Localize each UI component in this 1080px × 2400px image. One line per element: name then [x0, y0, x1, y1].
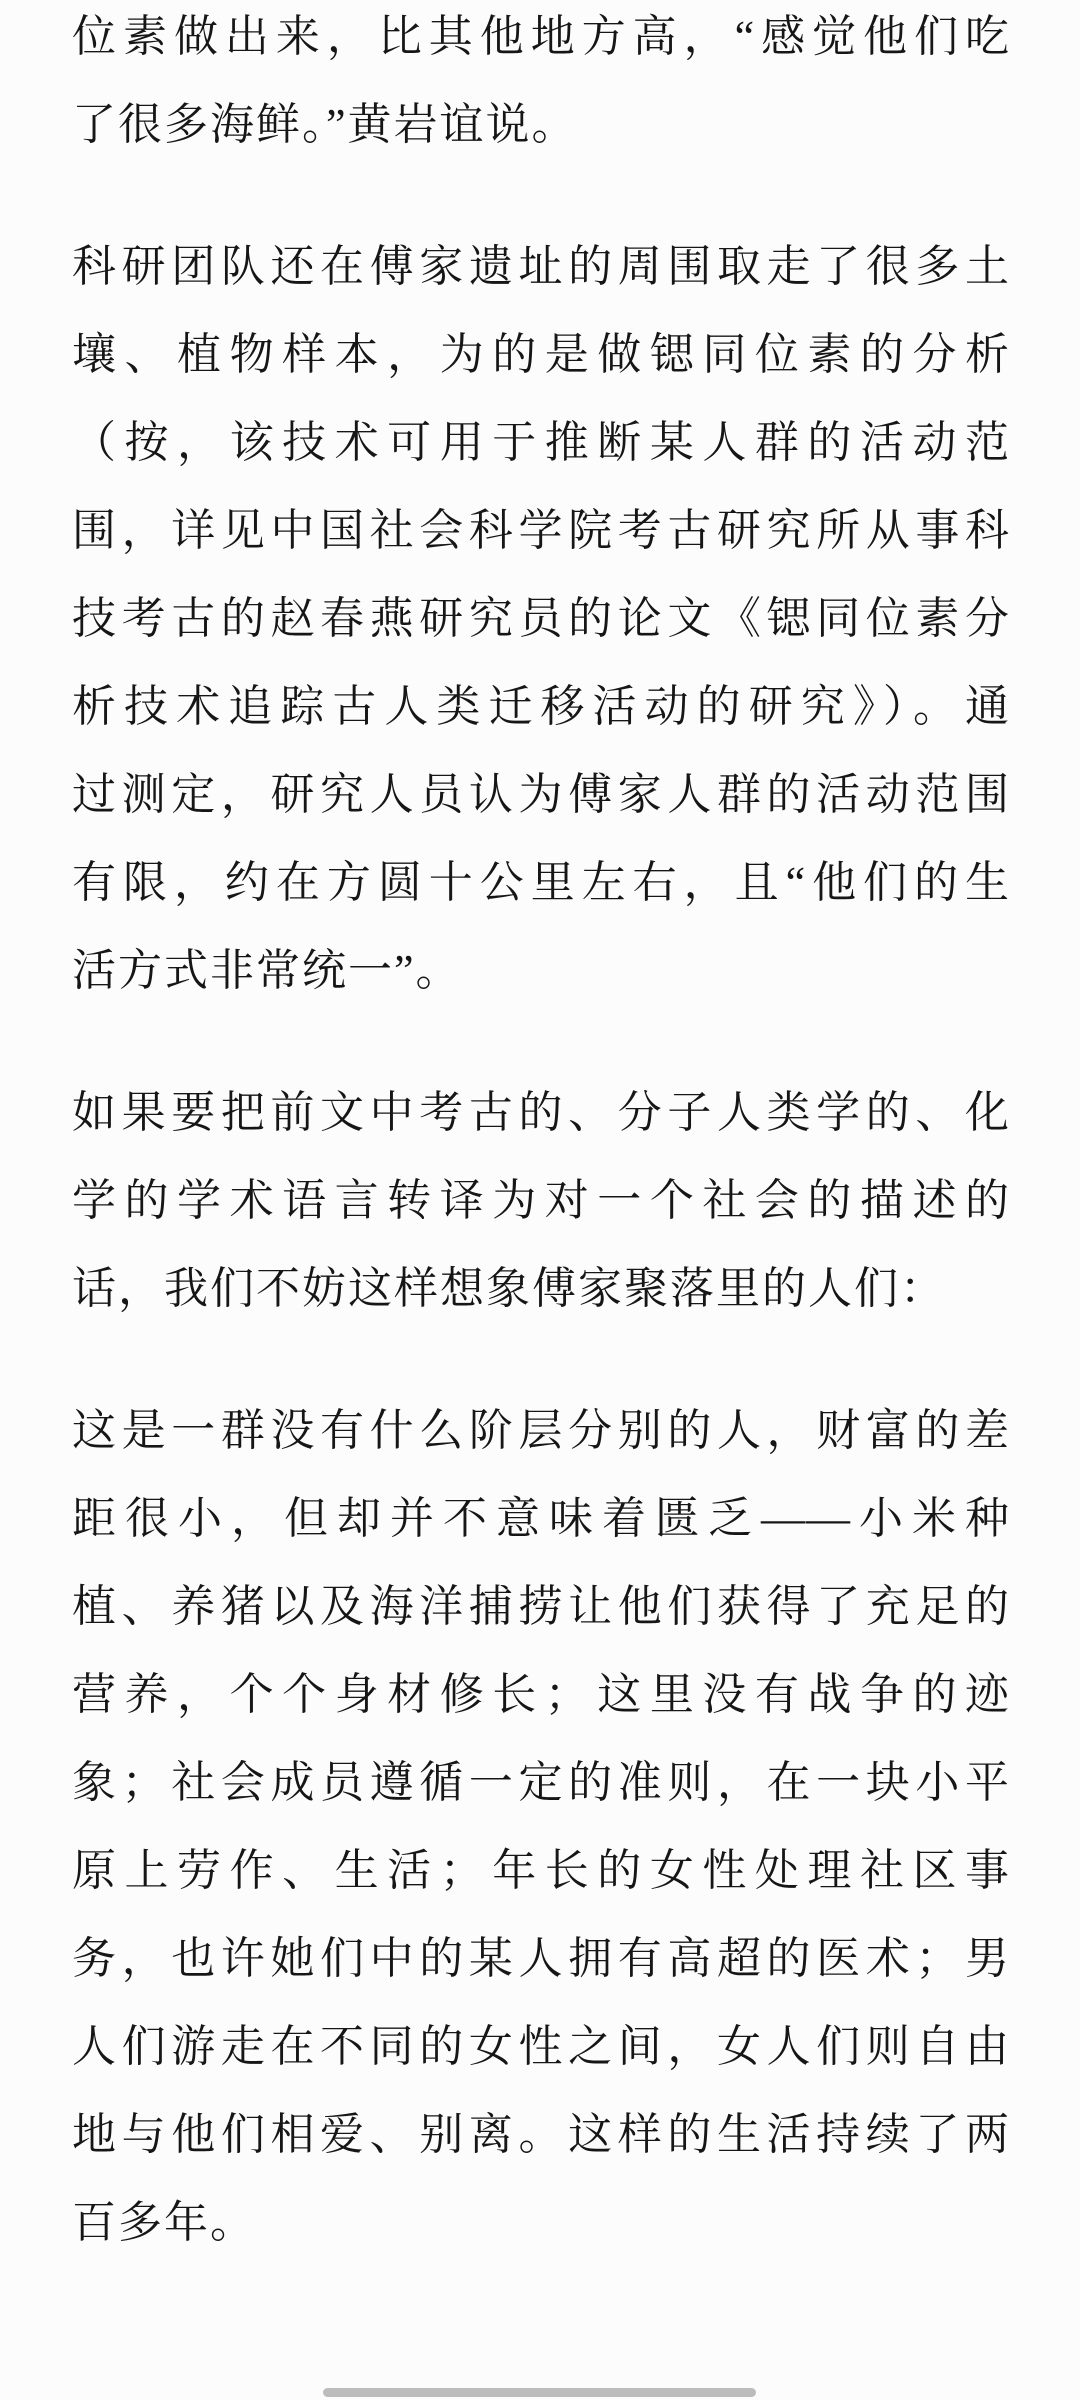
- text-line: 这是一群没有什么阶层分别的人，财富的差: [72, 1406, 1010, 1455]
- text-line: 围，详见中国社会科学院考古研究所从事科: [72, 506, 1010, 555]
- text-line: 距很小，但却并不意味着匮乏——小米种: [72, 1494, 1010, 1543]
- text-line: （按，该技术可用于推断某人群的活动范: [72, 418, 1010, 467]
- text-line: 技考古的赵春燕研究员的论文《锶同位素分: [72, 594, 1010, 643]
- text-line: 学的学术语言转译为对一个社会的描述的: [72, 1176, 1010, 1225]
- text-line: 人们游走在不同的女性之间，女人们则自由: [72, 2022, 1010, 2071]
- text-line: 过测定，研究人员认为傅家人群的活动范围: [72, 770, 1010, 819]
- paragraph: [72, 1387, 1010, 2267]
- text-line: 如果要把前文中考古的、分子人类学的、化: [72, 1088, 1010, 1137]
- text-line: 科研团队还在傅家遗址的周围取走了很多土: [72, 242, 1010, 291]
- text-line: 百多年。: [72, 2198, 256, 2247]
- paragraph: [72, 1069, 1010, 1333]
- text-line: 话，我们不妨这样想象傅家聚落里的人们：: [72, 1264, 946, 1313]
- text-line: 有限，约在方圆十公里左右，且“他们的生: [72, 858, 1010, 907]
- text-line: 位素做出来，比其他地方高，“感觉他们吃: [72, 12, 1010, 61]
- text-line: 原上劳作、生活；年长的女性处理社区事: [72, 1846, 1010, 1895]
- text-line: 了很多海鲜。”黄岩谊说。: [72, 100, 578, 149]
- paragraph: [72, 0, 1010, 169]
- text-line: 务，也许她们中的某人拥有高超的医术；男: [72, 1934, 1010, 1983]
- text-line: 活方式非常统一”。: [72, 946, 462, 995]
- text-line: 壤、植物样本，为的是做锶同位素的分析: [72, 330, 1010, 379]
- home-indicator[interactable]: [323, 2388, 756, 2397]
- paragraph: [72, 223, 1010, 1015]
- text-line: 营养，个个身材修长；这里没有战争的迹: [72, 1670, 1010, 1719]
- text-line: 象；社会成员遵循一定的准则，在一块小平: [72, 1758, 1010, 1807]
- text-line: 地与他们相爱、别离。这样的生活持续了两: [72, 2110, 1010, 2159]
- text-line: 析技术追踪古人类迁移活动的研究》）。通: [72, 682, 1010, 731]
- text-line: 植、养猪以及海洋捕捞让他们获得了充足的: [72, 1582, 1010, 1631]
